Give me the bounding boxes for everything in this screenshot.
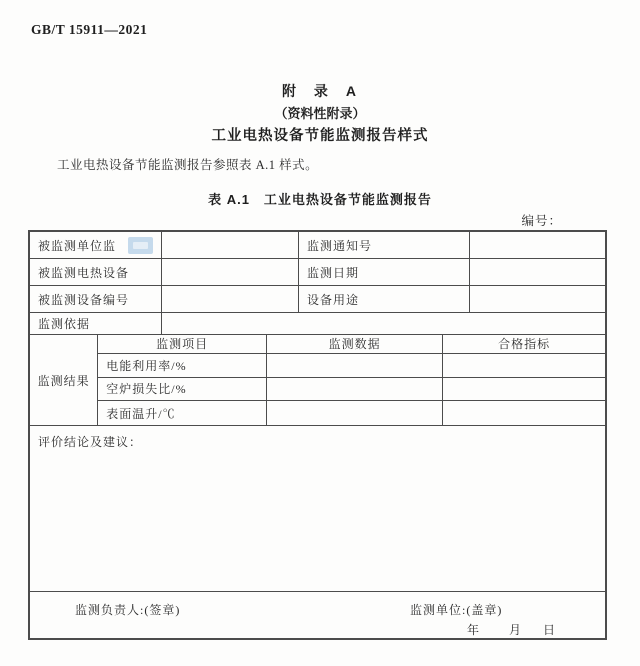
date-day-label: 日 (543, 623, 557, 637)
report-number-label: 编号： (521, 214, 562, 228)
field-label: 监测依据 (38, 317, 91, 331)
field-value-cell (469, 232, 605, 258)
field-label: 被监测单位监 (38, 238, 117, 253)
date-year-label: 年 (467, 623, 481, 637)
unit-label: 监测单位:(盖章) (410, 603, 503, 617)
field-value-cell (469, 259, 605, 285)
signer-label: 监测负责人:(签章) (75, 603, 181, 617)
header-cell: 监测项目 (156, 337, 209, 352)
field-label: 监测日期 (298, 259, 469, 285)
results-grid (97, 335, 605, 425)
field-label: 监测通知号 (298, 232, 469, 258)
field-label: 设备用途 (298, 286, 469, 312)
field-value-cell (161, 313, 605, 334)
appendix-subheading: （资料性附录） (274, 106, 366, 121)
field-label: 被监测电热设备 (38, 265, 130, 280)
item-label: 电能利用率/% (106, 358, 187, 373)
info-row (30, 286, 605, 313)
field-label: 被监测设备编号 (38, 292, 130, 307)
field-value-cell (161, 232, 298, 258)
header-cell: 合格指标 (442, 335, 605, 353)
appendix-heading: 附 录 A (281, 83, 359, 99)
standard-number: GB/T 15911—2021 (31, 22, 148, 37)
info-row (30, 232, 605, 259)
conclusion-label: 评价结论及建议： (38, 435, 143, 449)
field-value-cell (161, 259, 298, 285)
report-table (28, 230, 607, 640)
basis-row (30, 313, 605, 335)
appendix-title: 工业电热设备节能监测报告样式 (211, 128, 429, 144)
data-cell (266, 354, 442, 377)
conclusion-cell (30, 426, 605, 592)
result-item-row (98, 401, 605, 425)
intro-paragraph: 工业电热设备节能监测报告参照表 A.1 样式。 (57, 158, 319, 172)
field-value-cell (469, 286, 605, 312)
results-group-label: 监测结果 (37, 373, 90, 388)
data-cell (442, 354, 605, 377)
result-item-row (98, 378, 605, 402)
date-month-label: 月 (509, 623, 523, 637)
results-header-row (98, 335, 605, 354)
field-value-cell (161, 286, 298, 312)
footer-cell (30, 592, 605, 642)
data-cell (442, 401, 605, 425)
item-label: 空炉损失比/% (106, 382, 187, 397)
info-row (30, 259, 605, 286)
item-label: 表面温升/℃ (106, 406, 176, 421)
header-cell: 监测数据 (266, 335, 442, 353)
data-cell (442, 378, 605, 401)
table-caption: 表 A.1 工业电热设备节能监测报告 (208, 192, 432, 207)
data-cell (266, 378, 442, 401)
result-item-row (98, 354, 605, 378)
results-section (30, 335, 605, 426)
watermark-stamp (128, 237, 153, 254)
data-cell (266, 401, 442, 425)
